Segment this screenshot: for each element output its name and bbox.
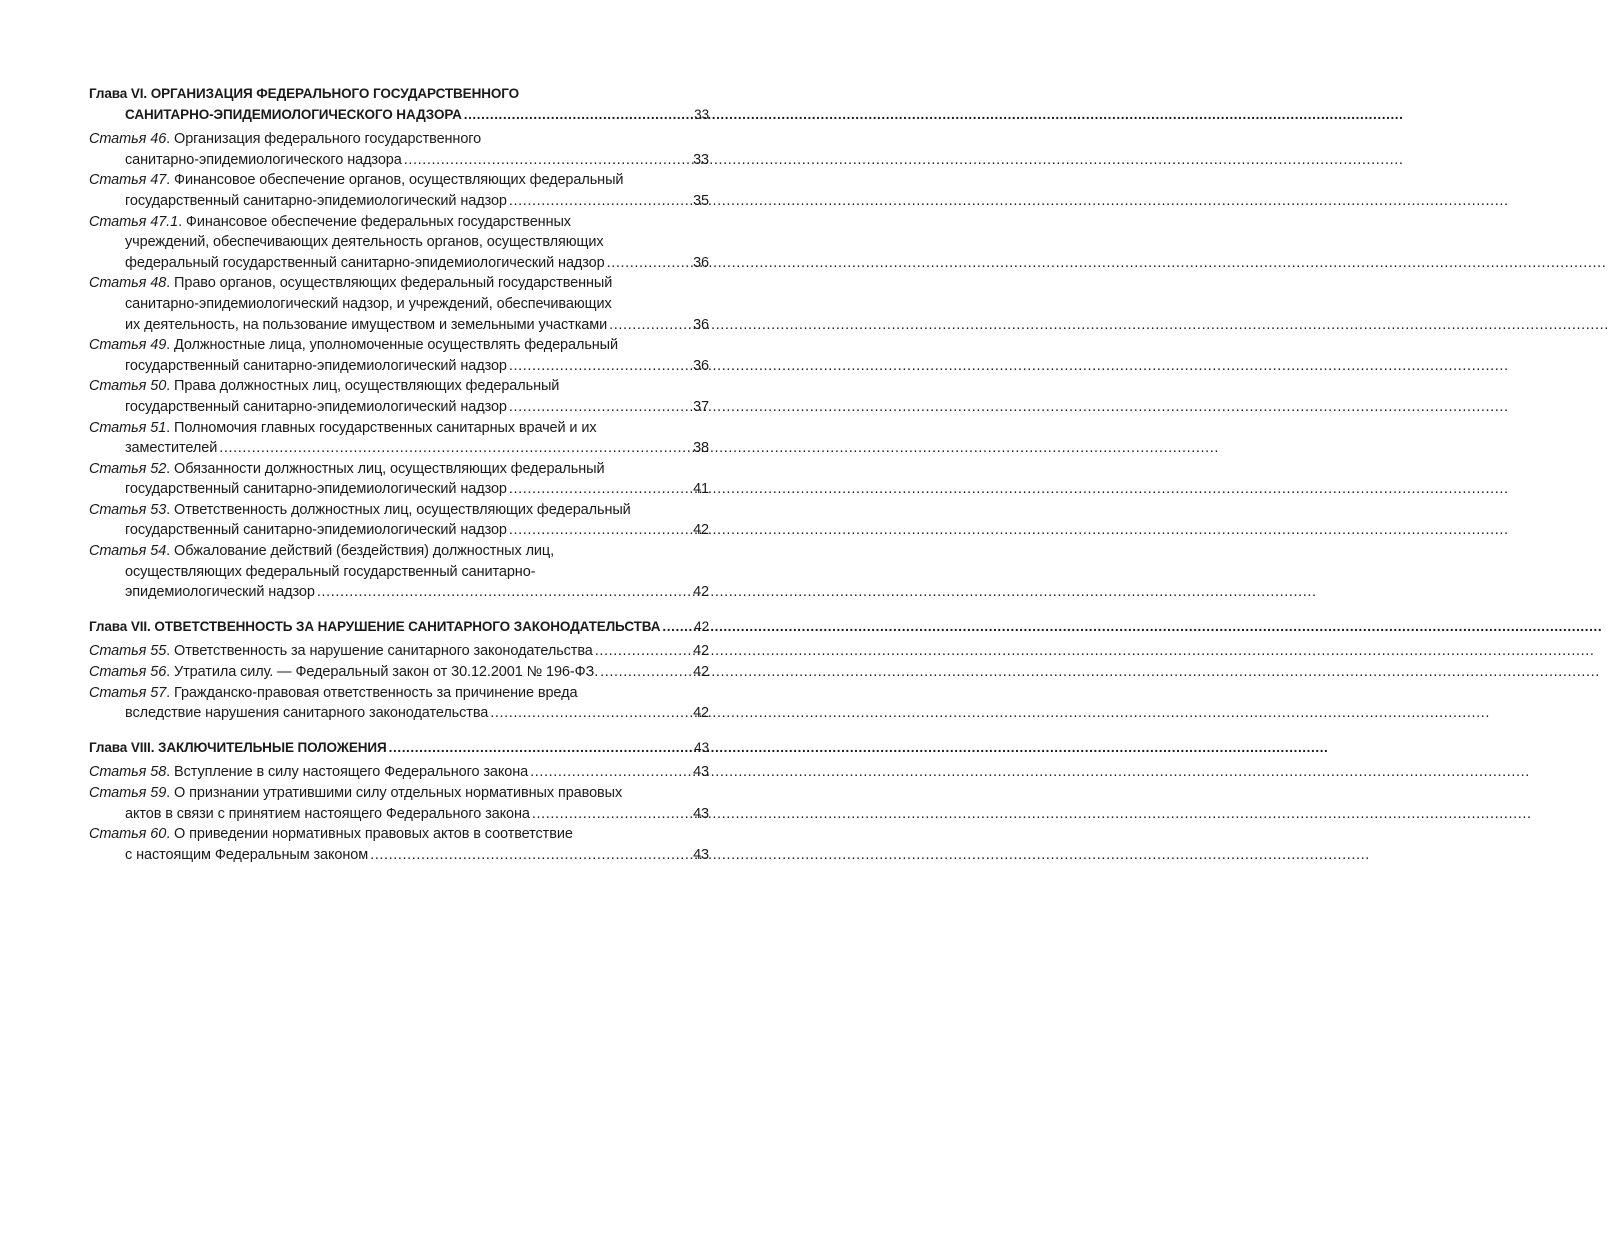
dot-leader (219, 438, 686, 459)
toc-entry-article-57[interactable] (89, 683, 709, 724)
entry-last-line: государственный санитарно-эпидемиологический надзор (125, 522, 507, 539)
entry-last-line: государственный санитарно-эпидемиологический надзор (125, 357, 507, 374)
toc-entry-article-60[interactable] (89, 824, 709, 865)
page-number: 43 (694, 739, 709, 755)
article-label: Статья 46 (89, 131, 167, 148)
page-number: 41 (693, 481, 709, 498)
article-label: Статья 47.1 (89, 213, 179, 230)
page-number: 35 (693, 192, 709, 209)
article-title: . Утратила силу. — Федеральный закон от 30.12.2001 № 196-ФЗ. (166, 664, 599, 681)
article-title-start: . О приведении нормативных правовых актов в соответствие (166, 826, 573, 843)
article-title-start: . Финансовое обеспечение федеральных государственных (178, 213, 571, 230)
chapter-8-title: Глава VIII. ЗАКЛЮЧИТЕЛЬНЫЕ ПОЛОЖЕНИЯ (89, 739, 387, 755)
page-number: 42 (693, 664, 709, 681)
dot-leader (464, 105, 686, 126)
entry-last-line (89, 662, 598, 683)
entry-last-line: заместителей (125, 440, 218, 457)
dot-leader (509, 479, 686, 500)
entry-first-line (89, 212, 571, 233)
chapter-8-heading[interactable] (89, 738, 709, 759)
dot-leader (389, 738, 686, 759)
article-label: Статья 59 (89, 785, 167, 801)
article-label: Статья 57 (89, 684, 167, 701)
article-title-start: . Права должностных лиц, осуществляющих федеральный (166, 378, 560, 395)
chapter-6-heading[interactable] (89, 84, 709, 125)
entry-first-line (89, 335, 618, 356)
chapter-8-line (89, 738, 709, 759)
dot-leader (509, 520, 686, 541)
article-label: Статья 52 (89, 460, 167, 477)
page-number: 42 (693, 705, 709, 722)
entry-last-line (89, 641, 593, 662)
table-of-contents (89, 84, 709, 865)
toc-entry-article-58[interactable] (89, 762, 709, 783)
article-label: Статья 60 (89, 826, 167, 843)
entry-last-line: актов в связи с принятием настоящего Федерального закона (125, 805, 530, 822)
article-title-start: . Ответственность должностных лиц, осуществляющих федеральный (166, 501, 631, 518)
chapter-6-line-2 (89, 105, 709, 126)
entry-first-line (89, 376, 559, 397)
article-label: Статья 47 (89, 172, 167, 189)
entry-first-line (89, 500, 631, 521)
entry-last-line: с настоящим Федеральным законом (125, 846, 369, 863)
toc-entry-article-53[interactable] (89, 500, 709, 541)
article-title-start: . Гражданско-правовая ответственность за причинение вреда (166, 684, 578, 701)
dot-leader (404, 150, 686, 171)
article-title: . Ответственность за нарушение санитарного законодательства (166, 643, 593, 660)
page-number: 43 (693, 846, 709, 863)
page-number: 36 (693, 357, 709, 374)
page-number: 42 (693, 522, 709, 539)
entry-last-line: эпидемиологический надзор (125, 584, 315, 601)
toc-entry-article-52[interactable] (89, 459, 709, 500)
article-label: Статья 51 (89, 419, 167, 436)
entry-last-line: государственный санитарно-эпидемиологический надзор (125, 398, 507, 415)
page-number: 43 (693, 764, 709, 781)
entry-middle-line: учреждений, обеспечивающих деятельность органов, осуществляющих (125, 234, 604, 251)
dot-leader (317, 582, 686, 603)
chapter-6-line-1 (89, 84, 709, 105)
article-label: Статья 53 (89, 501, 167, 518)
dot-leader (595, 641, 686, 662)
article-label: Статья 58 (89, 764, 167, 781)
toc-entry-article-55[interactable] (89, 641, 709, 662)
dot-leader (509, 397, 686, 418)
page-number: 42 (693, 643, 709, 660)
toc-entry-article-59[interactable] (89, 783, 709, 824)
page-number: 38 (693, 440, 709, 457)
entry-first-line (89, 459, 604, 480)
toc-entry-article-50[interactable] (89, 376, 709, 417)
dot-leader (607, 253, 686, 274)
entry-first-line (89, 824, 573, 845)
toc-entry-article-56[interactable] (89, 662, 709, 683)
dot-leader (532, 804, 686, 825)
entry-middle-line: санитарно-эпидемиологический надзор, и учреждений, обеспечивающих (125, 295, 612, 312)
entry-last-line (89, 762, 528, 783)
page-number: 36 (693, 254, 709, 271)
toc-entry-article-54[interactable] (89, 541, 709, 603)
entry-first-line (89, 418, 597, 439)
entry-last-line: санитарно-эпидемиологического надзора (125, 151, 402, 168)
entry-last-line: государственный санитарно-эпидемиологический надзор (125, 481, 507, 498)
entry-last-line: вследствие нарушения санитарного законодательства (125, 705, 489, 722)
page-number: 33 (693, 151, 709, 168)
dot-leader (530, 762, 686, 783)
article-label: Статья 55 (89, 643, 167, 660)
article-label: Статья 49 (89, 337, 167, 354)
article-label: Статья 56 (89, 664, 167, 681)
page-number: 36 (693, 316, 709, 333)
page-number: 42 (694, 618, 709, 634)
entry-first-line (89, 541, 554, 562)
article-title-start: . Право органов, осуществляющих федеральный государственный (166, 275, 613, 292)
entry-middle-line: осуществляющих федеральный государственный санитарно- (125, 563, 536, 580)
entry-last-line: их деятельность, на пользование имуществом и земельными участками (125, 316, 608, 333)
chapter-7-line (89, 617, 709, 638)
page-number: 43 (693, 805, 709, 822)
article-title-start: . Обязанности должностных лиц, осуществляющих федеральный (166, 460, 605, 477)
dot-leader (609, 315, 686, 336)
toc-entry-article-47[interactable] (89, 170, 709, 211)
page-number: 33 (694, 106, 709, 122)
dot-leader (490, 703, 686, 724)
entry-first-line (89, 170, 623, 191)
article-label: Статья 50 (89, 378, 167, 395)
dot-leader (662, 617, 686, 638)
entry-last-line: государственный санитарно-эпидемиологический надзор (125, 192, 507, 209)
article-title-start: . О признании утратившими силу отдельных нормативных правовых (166, 785, 623, 801)
entry-first-line (89, 273, 612, 294)
entry-first-line (89, 129, 481, 150)
toc-entry-article-48[interactable] (89, 273, 709, 335)
toc-entry-article-49[interactable] (89, 335, 709, 376)
article-title-start: . Обжалование действий (бездействия) должностных лиц, (166, 543, 555, 560)
chapter-7-title: Глава VII. ОТВЕТСТВЕННОСТЬ ЗА НАРУШЕНИЕ САНИТАРНОГО ЗАКОНОДАТЕЛЬСТВА (89, 618, 661, 634)
toc-entry-article-51[interactable] (89, 418, 709, 459)
page-number: 42 (693, 584, 709, 601)
page-number: 37 (693, 398, 709, 415)
dot-leader (600, 662, 686, 683)
article-label: Статья 48 (89, 275, 167, 292)
chapter-7-heading[interactable] (89, 617, 709, 638)
dot-leader (509, 356, 686, 377)
entry-first-line (89, 783, 622, 804)
toc-entry-article-46[interactable] (89, 129, 709, 170)
article-title: . Вступление в силу настоящего Федерального закона (166, 764, 529, 781)
entry-first-line (89, 683, 577, 704)
chapter-6-title-line-2: САНИТАРНО-ЭПИДЕМИОЛОГИЧЕСКОГО НАДЗОРА (125, 106, 462, 122)
article-title-start: . Должностные лица, уполномоченные осуществлять федеральный (166, 337, 618, 354)
dot-leader (370, 845, 686, 866)
article-title-start: . Полномочия главных государственных санитарных врачей и их (166, 419, 597, 436)
toc-entry-article-47-1[interactable] (89, 212, 709, 274)
entry-last-line: федеральный государственный санитарно-эпидемиологический надзор (125, 254, 605, 271)
article-title-start: . Организация федерального государственного (166, 131, 482, 148)
article-title-start: . Финансовое обеспечение органов, осуществляющих федеральный (166, 172, 624, 189)
article-label: Статья 54 (89, 543, 167, 560)
dot-leader (509, 191, 686, 212)
chapter-6-title-line-1: Глава VI. ОРГАНИЗАЦИЯ ФЕДЕРАЛЬНОГО ГОСУДАРСТВЕННОГО (89, 86, 520, 101)
